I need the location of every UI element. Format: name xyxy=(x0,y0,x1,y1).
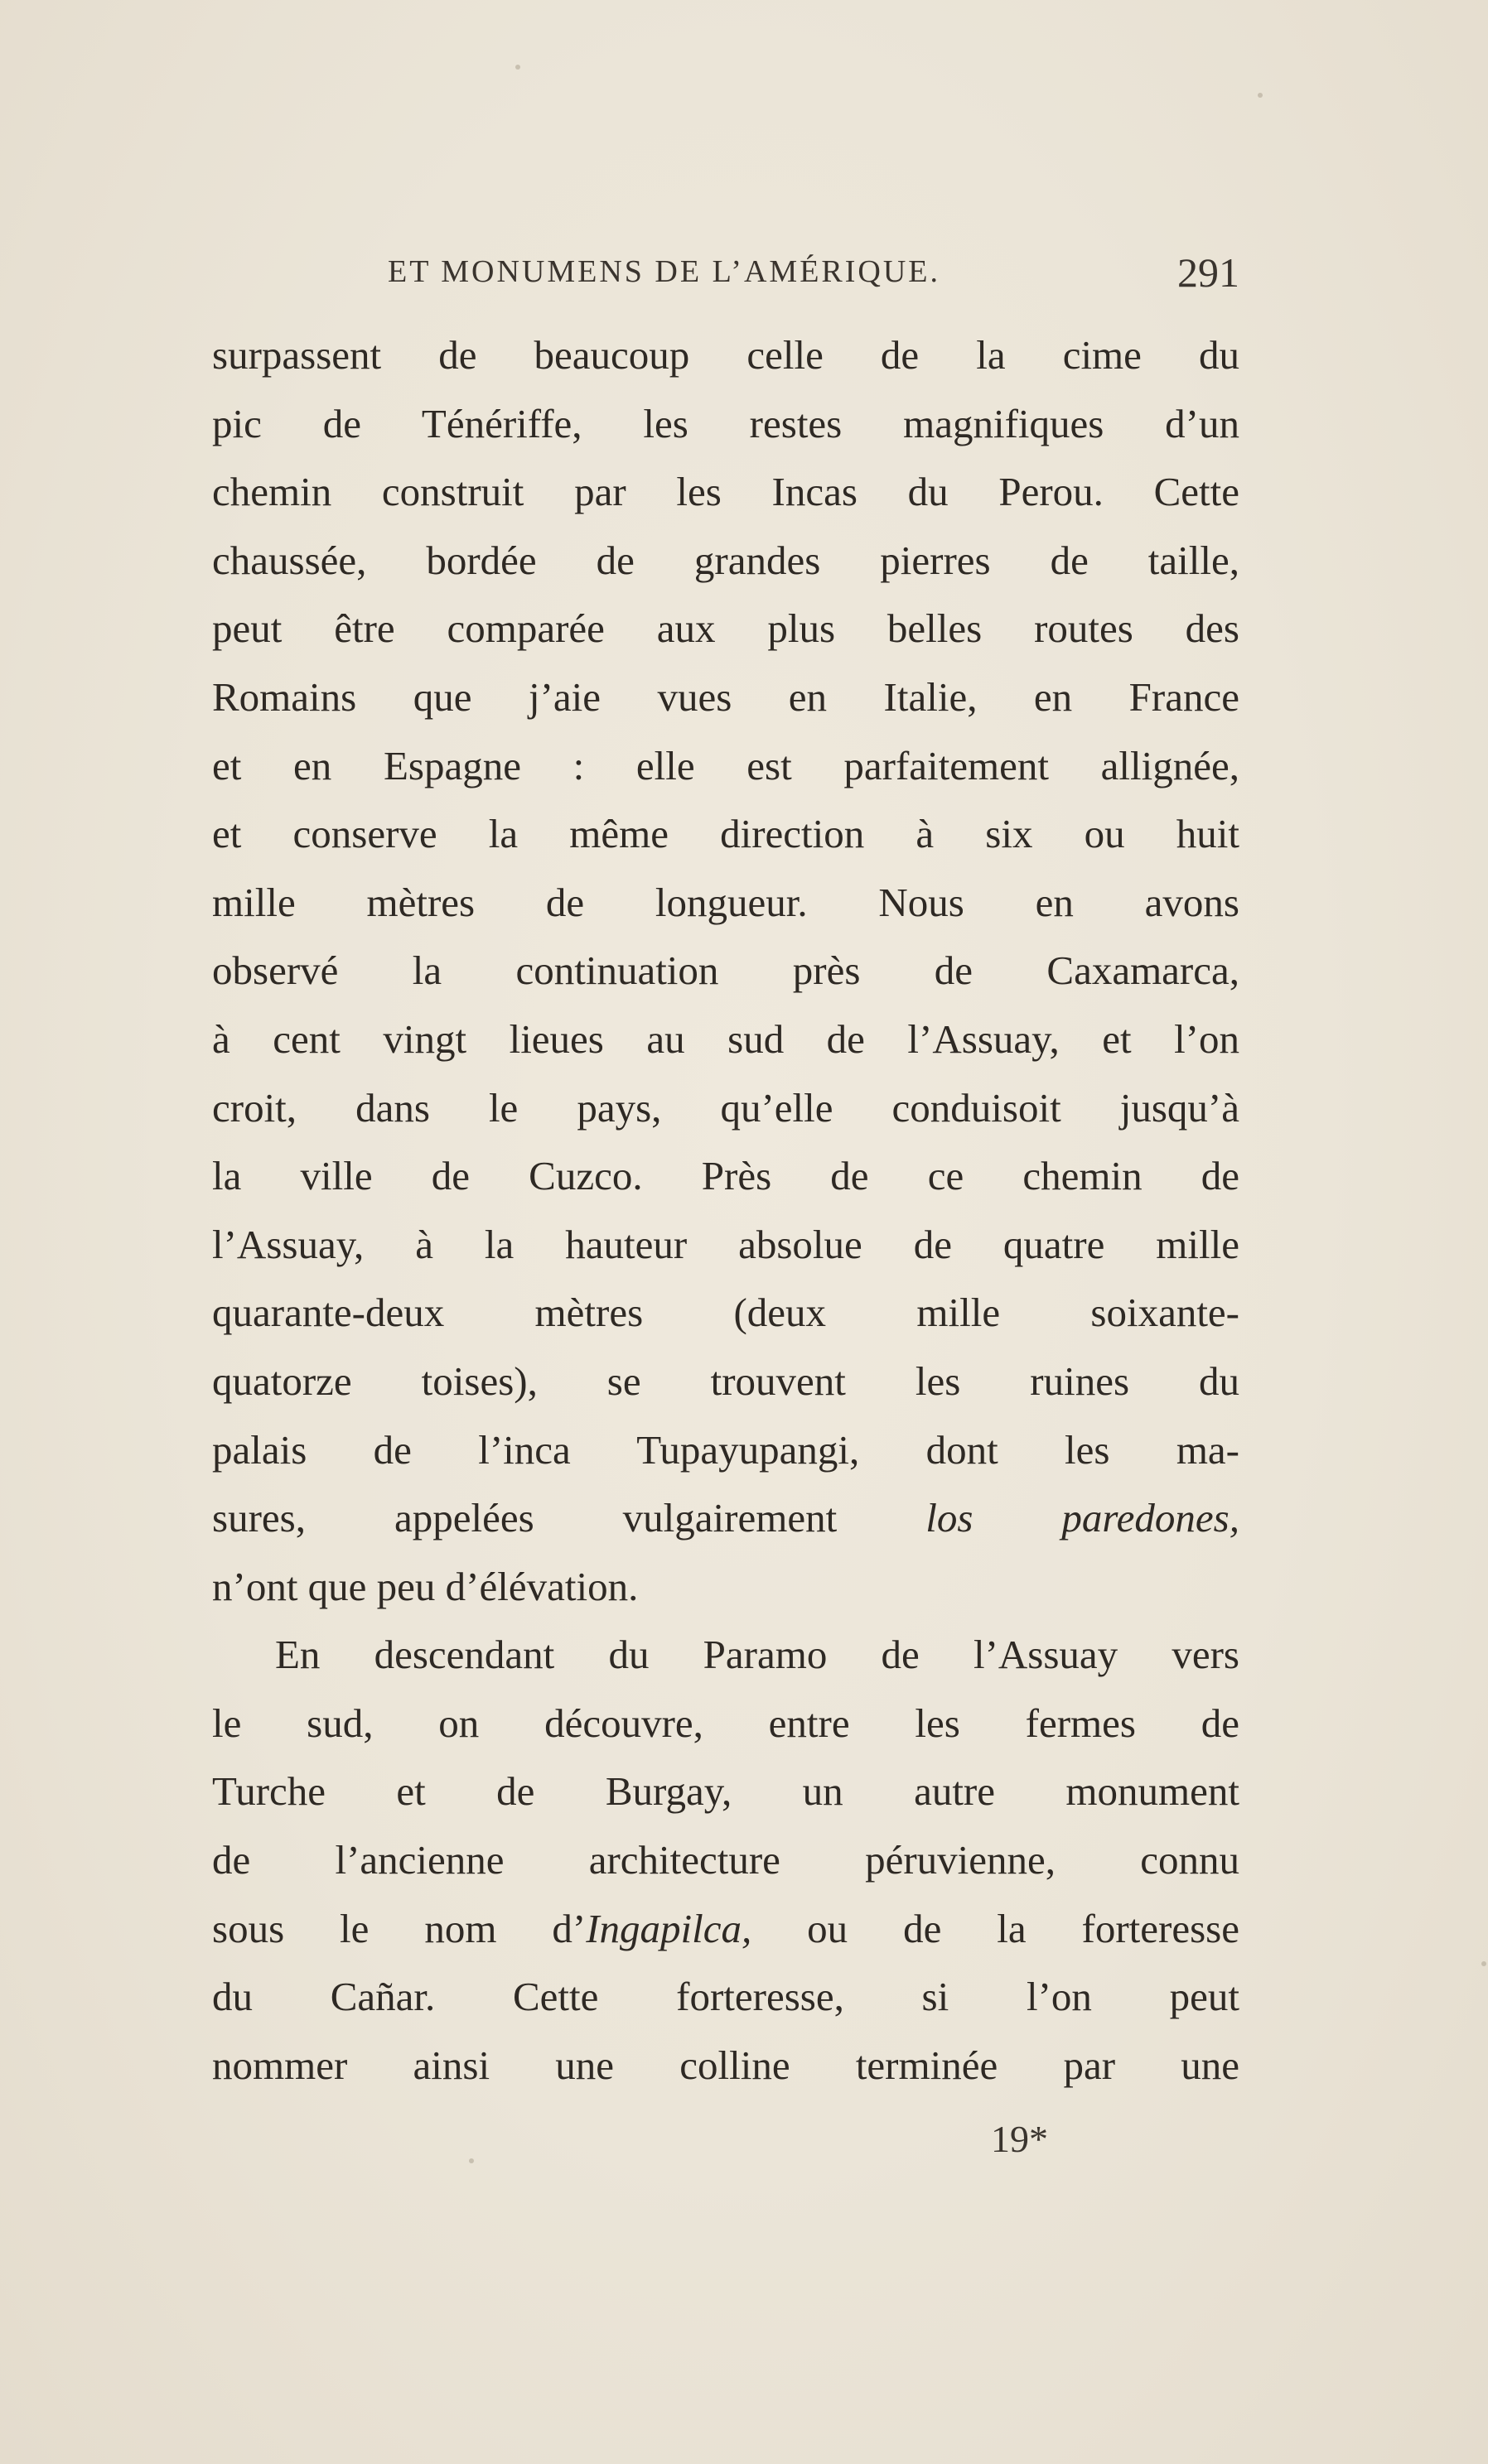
text-line xyxy=(212,1484,1239,1553)
text-line: chemin construit par les Incas du Perou. Cette xyxy=(212,469,1239,515)
text-line: quatorze toises), se trouvent les ruines du xyxy=(212,1357,1239,1404)
text-line: pic de Ténériffe, les restes magnifiques d’un xyxy=(212,400,1239,446)
text-line: du Cañar. Cette forteresse, si l’on peut xyxy=(212,1974,1239,2020)
page-header xyxy=(212,248,1239,298)
page-number: 291 xyxy=(1177,249,1239,296)
text-line: peut être comparée aux plus belles routes des xyxy=(212,605,1239,652)
text-segment: ou de la forteresse xyxy=(751,1905,1239,1951)
signature-mark: 19* xyxy=(991,2118,1048,2160)
text-line: Turche et de Burgay, un autre monument xyxy=(212,1768,1239,1815)
text-segment: sures, appelées vulgairement xyxy=(212,1495,926,1541)
text-line: chaussée, bordée de grandes pierres de taille, xyxy=(212,537,1239,583)
text-line: observé la continuation près de Caxamarca, xyxy=(212,948,1239,994)
italic-term: Ingapilca, xyxy=(586,1905,752,1951)
text-line: n’ont que peu d’élévation. xyxy=(212,1563,639,1609)
text-line: et conserve la même direction à six ou huit xyxy=(212,811,1239,857)
text-line: la ville de Cuzco. Près de ce chemin de xyxy=(212,1153,1239,1199)
text-line: palais de l’inca Tupayupangi, dont les ma- xyxy=(212,1426,1239,1473)
text-line: et en Espagne : elle est parfaitement allignée, xyxy=(212,742,1239,788)
italic-term: los paredones, xyxy=(925,1495,1239,1541)
running-title: ET MONUMENS DE L’AMÉRIQUE. xyxy=(388,254,940,289)
text-line: nommer ainsi une colline terminée par une xyxy=(212,2042,1239,2088)
paper-speck xyxy=(469,2158,474,2163)
text-line: Romains que j’aie vues en Italie, en France xyxy=(212,673,1239,720)
text-line: mille mètres de longueur. Nous en avons xyxy=(212,879,1239,925)
text-line: le sud, on découvre, entre les fermes de xyxy=(212,1700,1239,1746)
text-line: à cent vingt lieues au sud de l’Assuay, et l’on xyxy=(212,1015,1239,1062)
text-line: croit, dans le pays, qu’elle conduisoit jusqu’à xyxy=(212,1084,1239,1131)
body-text xyxy=(212,321,1239,2100)
text-segment: sous le nom d’ xyxy=(212,1905,587,1951)
text-line: En descendant du Paramo de l’Assuay vers xyxy=(275,1632,1239,1678)
paper-speck xyxy=(1481,1961,1486,1966)
text-line: l’Assuay, à la hauteur absolue de quatre mille xyxy=(212,1221,1239,1267)
paper-speck xyxy=(515,65,520,70)
text-line xyxy=(212,1895,1239,1964)
text-line: de l’ancienne architecture péruvienne, connu xyxy=(212,1837,1239,1883)
text-line: quarante-deux mètres (deux mille soixante- xyxy=(212,1290,1239,1336)
paper-speck xyxy=(1258,93,1263,98)
text-line: surpassent de beaucoup celle de la cime du xyxy=(212,332,1239,378)
